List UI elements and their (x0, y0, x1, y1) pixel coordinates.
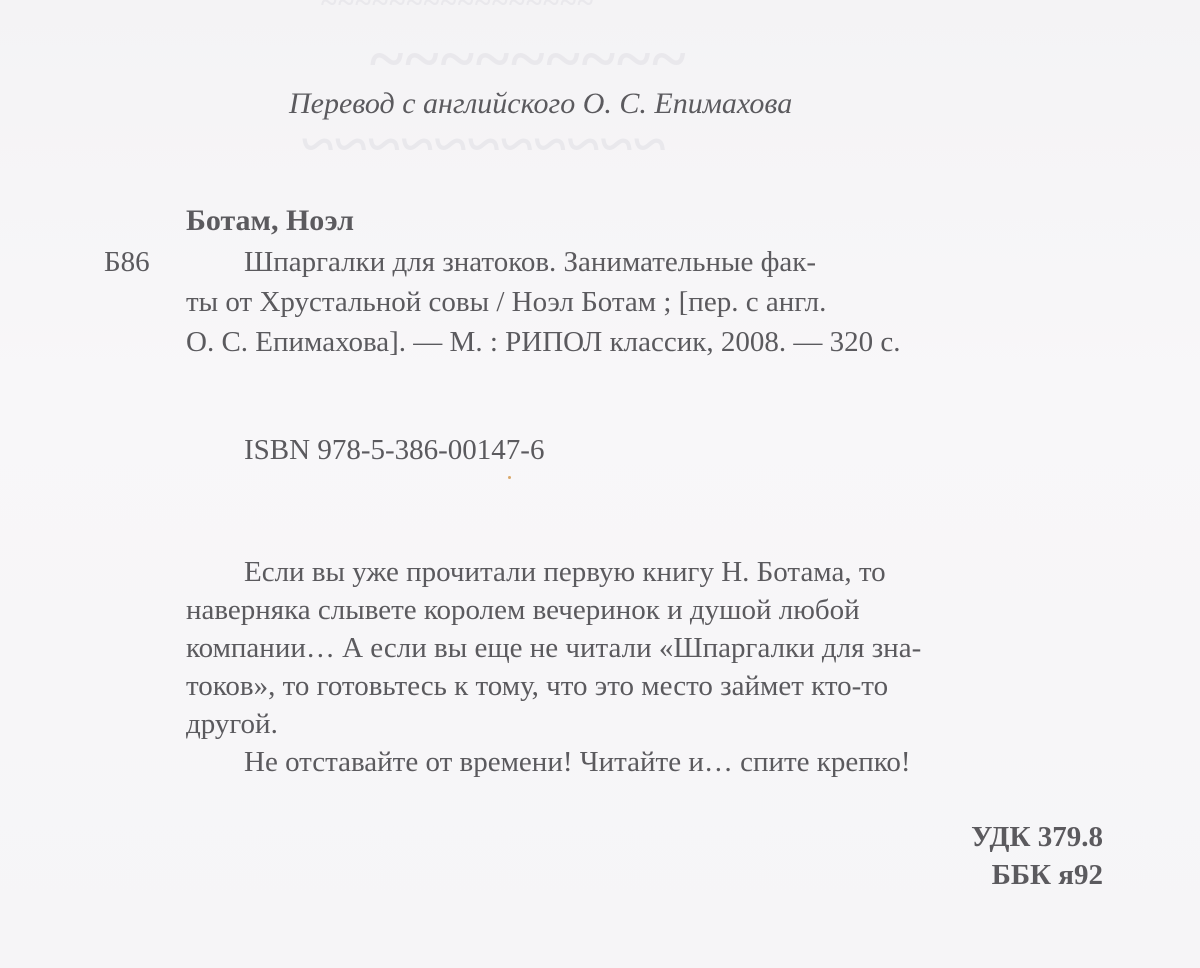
classification-codes (971, 818, 1103, 894)
bbk-code: ББК я92 (991, 859, 1103, 891)
bleed-through-text: ~~~~~~~~~ (370, 23, 688, 94)
udk-code: УДК 379.8 (971, 821, 1103, 853)
annotation-line: наверняка слывете королем вечеринок и душой любой (186, 594, 860, 626)
author-heading: Ботам, Ноэл (186, 204, 354, 237)
annotation-line: Если вы уже прочитали первую книгу Н. Ботама, то (244, 556, 886, 588)
isbn: ISBN 978-5-386-00147-6 (244, 434, 545, 466)
annotation-line: другой. (186, 708, 278, 740)
annotation-line: Не отставайте от времени! Читайте и… спите крепко! (244, 746, 911, 778)
bibliographic-line: О. С. Епимахова]. — М. : РИПОЛ классик, 2008. — 320 с. (186, 326, 901, 358)
bleed-through-text: ~~~~~~~~~~~~~~~~ (320, 0, 594, 19)
paper-speck (508, 476, 511, 479)
annotation-line: токов», то готовьтесь к тому, что это место займет кто-то (186, 670, 889, 702)
bleed-through-text: ~~~~~~~~~~~ (300, 111, 666, 177)
annotation-line: компании… А если вы еще не читали «Шпаргалки для зна- (186, 632, 922, 664)
translator-note: Перевод с английского О. С. Епимахова (289, 87, 793, 120)
bibliographic-line: ты от Хрустальной совы / Ноэл Ботам ; [пер. с англ. (186, 286, 827, 318)
author-code: Б86 (104, 246, 150, 278)
bibliographic-line: Шпаргалки для знатоков. Занимательные фак- (244, 246, 816, 278)
